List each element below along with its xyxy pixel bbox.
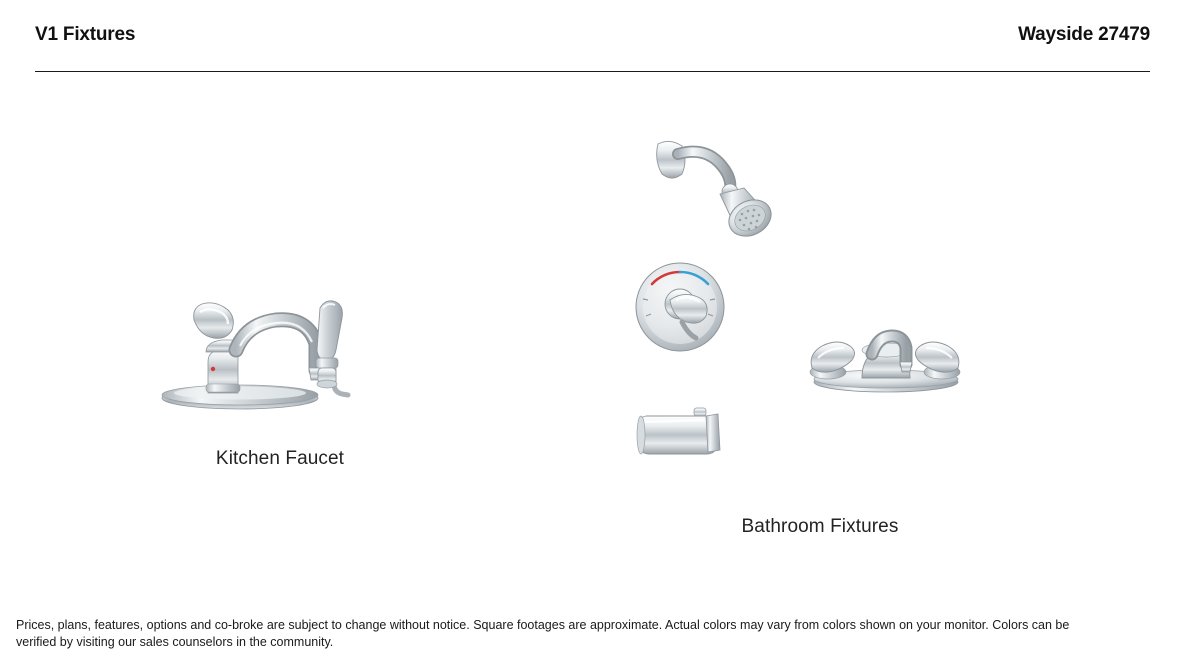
community-code: Wayside 27479 bbox=[1018, 23, 1150, 45]
content-area bbox=[0, 72, 1182, 595]
kitchen-faucet-caption: Kitchen Faucet bbox=[215, 448, 345, 469]
bathroom-fixtures-image bbox=[610, 132, 1030, 502]
page-header bbox=[35, 0, 1150, 72]
product-bathroom-fixtures bbox=[610, 132, 1030, 538]
product-kitchen-faucet bbox=[120, 212, 440, 470]
kitchen-faucet-image bbox=[120, 212, 440, 442]
footer-disclaimer: Prices, plans, features, options and co-broke are subject to change without notice. Square footages are approximate. Actual colors may vary from colors shown on your monitor. Colors can be verified by visiting our sales counselors in the community. bbox=[16, 618, 1070, 650]
bathroom-fixtures-caption: Bathroom Fixtures bbox=[741, 516, 899, 537]
page-title: V1 Fixtures bbox=[35, 23, 136, 45]
